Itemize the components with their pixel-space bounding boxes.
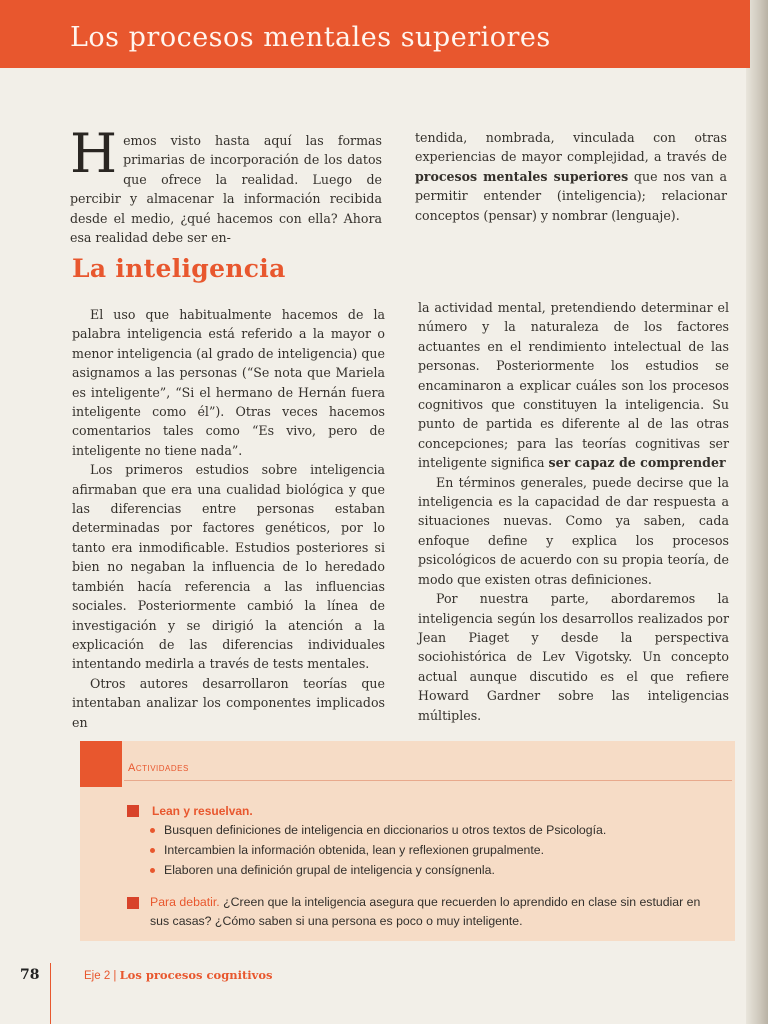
right-paragraph-1-bold: ser capaz de comprender	[548, 455, 726, 471]
list-item-text: Intercambien la información obtenida, lean y reflexionen grupalmente.	[164, 843, 545, 857]
list-item-text: Elaboren una definición grupal de inteligencia y consígnenla.	[164, 863, 495, 877]
left-paragraph-3: Otros autores desarrollaron teorías que intentaban analizar los componentes implicados en	[72, 675, 385, 730]
right-paragraph-1	[418, 298, 729, 473]
left-column	[72, 305, 385, 732]
activities-tab	[80, 741, 122, 787]
debate-prompt	[150, 893, 720, 931]
footer-running-head	[84, 968, 273, 982]
page-number: 78	[20, 967, 40, 983]
header-band	[0, 0, 750, 68]
right-paragraph-3: Por nuestra parte, abordaremos la inteligencia según los desarrollos realizados por Jean Piaget y desde la perspectiva sociohistórica de Lev Vigotsky. Un concepto actual aunque discutido es el que refiere Howard Gardner sobre las inteligencias múltiples.	[418, 591, 729, 723]
intro-right-bold: procesos mentales superiores	[415, 168, 629, 184]
footer-divider	[50, 963, 51, 1024]
debate-label: Para debatir.	[150, 895, 220, 909]
activities-divider	[124, 780, 732, 781]
right-paragraph-1-text: la actividad mental, pretendiendo determinar el número y la naturaleza de los factores actuantes en el rendimiento intelectual de las personas. Posteriormente los estudios se encaminaron a explicar cuáles son los procesos cognitivos que constituyen la inteligencia. Su punto de partida es diferente al de las otras concepciones; para las teorías cognitivas ser inteligente significa	[418, 300, 729, 471]
intro-left-text: emos visto hasta aquí las formas primarias de incorporación de los datos que ofrece la realidad. Luego de percibir y almacenar la información recibida desde el medio, ¿qué hacemos con ella? Ahora esa realidad debe ser en-	[70, 133, 382, 246]
bullet-dot-icon	[150, 828, 155, 833]
list-item	[150, 820, 606, 840]
left-paragraph-1: El uso que habitualmente hacemos de la palabra inteligencia está referido a la mayor o menor inteligencia (al grado de inteligencia) que asignamos a las personas (“Se nota que Mariela es inteligente”, “Si el hermano de Hernán fuera inteligente como él”). Otras veces hacemos comentarios tales como “Es vivo, pero de inteligente no tiene nada”.	[72, 307, 385, 458]
intro-right-text-2: que nos van a permitir entender (inteligencia); relacionar conceptos (pensar) y nombrar (lenguaje).	[415, 168, 727, 223]
bullet-dot-icon	[150, 848, 155, 853]
footer-axis: Eje 2 |	[84, 970, 120, 982]
left-paragraph-2: Los primeros estudios sobre inteligencia afirmaban que era una cualidad biológica y que las diferencias entre personas estaban determinadas por factores genéticos, por lo tanto era inmodificable. Estudios posteriores si bien no negaban la influencia de lo heredado también hacía referencia a las influencias sociales. Posteriormente cambió la línea de investigación y se dirigió la atención a la explicación de las diferencias individuales intentando medirla a través de tests mentales.	[72, 462, 385, 672]
debate-text: ¿Creen que la inteligencia asegura que recuerden lo aprendido en clase sin estudiar en sus casas? ¿Cómo saben si una persona es poco o muy inteligente.	[150, 895, 701, 928]
right-paragraph-2: En términos generales, puede decirse que la inteligencia es la capacidad de dar respuesta a situaciones nuevas. Como ya saben, cada enfoque define y explica los procesos psicológicos de acuerdo con su propia teoría, de modo que existen otras definiciones.	[418, 474, 729, 587]
square-bullet-icon	[127, 805, 139, 817]
list-item-text: Busquen definiciones de inteligencia en diccionarios u otros textos de Psicología.	[164, 823, 607, 837]
page-gutter-shadow	[746, 0, 768, 1024]
intro-right	[415, 128, 727, 225]
bullet-dot-icon	[150, 868, 155, 873]
activities-title: Actividades	[128, 762, 189, 774]
intro-left	[70, 122, 382, 247]
square-bullet-icon	[127, 897, 139, 909]
page-title: Los procesos mentales superiores	[70, 22, 551, 53]
section-heading: La inteligencia	[72, 254, 286, 283]
list-item	[150, 840, 606, 860]
drop-cap: H	[70, 122, 118, 185]
intro-right-text-1: tendida, nombrada, vinculada con otras experiencias de mayor complejidad, a través de	[415, 130, 727, 165]
activity-list	[150, 820, 606, 880]
right-column	[418, 298, 729, 725]
task-heading: Lean y resuelvan.	[152, 804, 253, 818]
list-item	[150, 860, 606, 880]
footer-section: Los procesos cognitivos	[119, 968, 273, 982]
